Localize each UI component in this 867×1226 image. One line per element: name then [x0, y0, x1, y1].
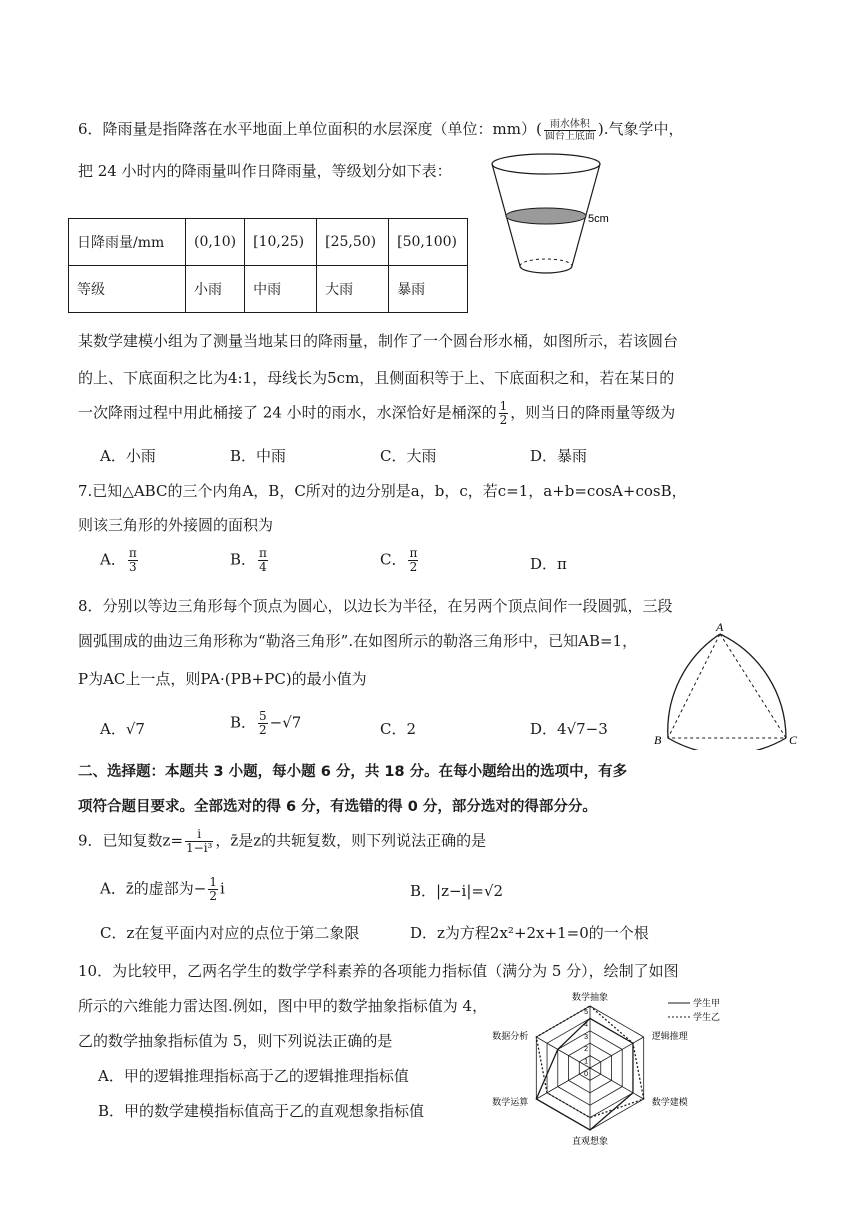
- q6-fraction: $\frac{\text{雨水体积}}{\text{圆台上底面}}$: [544, 118, 595, 142]
- q6-option-b[interactable]: B．中雨: [230, 447, 287, 465]
- radar-chart: [490, 990, 740, 1160]
- q6-line2: 把 24 小时内的降雨量叫作日降雨量，等级划分如下表：: [78, 162, 452, 180]
- option-label: B．: [230, 713, 257, 732]
- q9-stem-end: ，z̄是z的共轭复数，则下列说法正确的是: [215, 831, 487, 850]
- legend-label-jia: 学生甲: [693, 998, 721, 1008]
- q6-option-a[interactable]: A．小雨: [100, 447, 156, 465]
- option-fraction: $\frac{\pi}{2}$: [409, 546, 418, 574]
- option-label: A．: [100, 550, 126, 569]
- table-cell: [50,100): [389, 219, 468, 266]
- q7-option-d[interactable]: [530, 553, 567, 574]
- q6-line1-end: ).气象学中，: [597, 120, 684, 138]
- rain-level-table: [68, 218, 468, 313]
- q7-option-a[interactable]: [100, 547, 140, 574]
- q6-para2: 的上、下底面积之比为4:1，母线长为5cm，且侧面积等于上、下底面积之和，若在某日的: [78, 369, 675, 387]
- radar-axis-line: [590, 1068, 644, 1099]
- table-cell: (0,10): [186, 219, 245, 266]
- option-tail: −√7: [269, 713, 302, 732]
- q6-option-c[interactable]: C．大雨: [380, 447, 437, 465]
- radar-axis-line: [536, 1037, 590, 1068]
- q9-option-b[interactable]: B．|z−i|=√2: [410, 882, 504, 900]
- table-cell: 等级: [69, 266, 186, 313]
- vertex-label-b: B: [654, 733, 662, 747]
- q9-fraction: $\frac{i}{\text{1−i³}}$: [186, 827, 213, 855]
- q7-option-b[interactable]: [230, 547, 270, 574]
- q6-para1: 某数学建模小组为了测量当地某日的降雨量，制作了一个圆台形水桶，如图所示，若该圆台: [78, 332, 679, 350]
- table-cell: [25,50): [317, 219, 389, 266]
- q8-option-c[interactable]: C．2: [380, 720, 417, 738]
- q6-option-d[interactable]: D．暴雨: [530, 447, 588, 465]
- radar-tick-label: 1: [584, 1058, 588, 1066]
- option-label: D．: [530, 555, 558, 573]
- section2-heading-line2: 项符合题目要求。全部选对的得 6 分，有选错的得 0 分，部分选对的得部分分。: [78, 799, 597, 815]
- option-label: C．: [380, 550, 407, 569]
- radar-tick-label: 2: [584, 1046, 588, 1054]
- table-cell: [10,25): [245, 219, 317, 266]
- table-cell: 暴雨: [389, 266, 468, 313]
- radar-axis-line: [590, 1037, 644, 1068]
- q8-option-d[interactable]: D．4√7−3: [530, 720, 608, 738]
- option-tail: i: [219, 879, 225, 898]
- table-cell: 中雨: [245, 266, 317, 313]
- q9-option-a[interactable]: [100, 876, 225, 903]
- q7-line2: 则该三角形的外接圆的面积为: [78, 516, 274, 534]
- q8-line3: P为AC上一点，则PA·(PB+PC)的最小值为: [78, 670, 367, 688]
- radar-axis-label: 数据分析: [492, 1032, 529, 1042]
- radar-axis-label: 数学抽象: [571, 993, 609, 1003]
- q9-option-d[interactable]: D．z为方程2x²+2x+1=0的一个根: [410, 924, 649, 942]
- radar-axis-label: 逻辑推理: [651, 1032, 688, 1042]
- q10-line1: 10．为比较甲，乙两名学生的数学学科素养的各项能力指标值（满分为 5 分），绘制了如图: [78, 962, 679, 980]
- q9-stem-start: 9．已知复数z=: [78, 831, 184, 850]
- q10-option-a[interactable]: A．甲的逻辑推理指标高于乙的逻辑推理指标值: [98, 1067, 409, 1085]
- table-cell: 小雨: [186, 266, 245, 313]
- radar-tick-label: 5: [584, 1009, 588, 1016]
- table-row: [69, 266, 468, 313]
- q8-option-b[interactable]: [230, 710, 301, 737]
- q10-line2: 所示的六维能力雷达图.例如，图中甲的数学抽象指标值为 4，: [78, 997, 488, 1015]
- option-text: A．z̄的虚部为−: [100, 879, 207, 898]
- radar-tick-label: 4: [584, 1021, 588, 1029]
- radar-axis-label: 数学运算: [492, 1098, 529, 1108]
- half-fraction: $\frac{1}{2}$: [499, 399, 508, 427]
- vertex-label-c: C: [789, 733, 798, 747]
- q6-line1: [78, 118, 683, 142]
- frustum-bucket-figure: [488, 150, 618, 285]
- q9-option-c[interactable]: C．z在复平面内对应的点位于第二象限: [100, 924, 360, 942]
- q8-option-a[interactable]: A．√7: [100, 720, 145, 738]
- q6-line1-text: 6．降雨量是指降落在水平地面上单位面积的水层深度（单位：mm）(: [78, 120, 542, 138]
- vertex-label-a: A: [716, 620, 724, 634]
- slant-length-label: 5cm: [588, 213, 609, 225]
- option-label: B．: [230, 550, 257, 569]
- section2-heading-line1: 二、选择题：本题共 3 小题，每小题 6 分，共 18 分。在每小题给出的选项中，有多: [78, 764, 628, 780]
- table-cell: 大雨: [317, 266, 389, 313]
- option-value: π: [557, 555, 567, 573]
- reuleaux-triangle-figure: [648, 620, 808, 750]
- q10-line3: 乙的数学抽象指标值为 5，则下列说法正确的是: [78, 1032, 393, 1050]
- q6-para3-text: 一次降雨过程中用此桶接了 24 小时的雨水，水深恰好是桶深的: [78, 403, 497, 422]
- radar-grid: [536, 1006, 643, 1130]
- q7-option-c[interactable]: [380, 547, 420, 574]
- radar-tick-label: 0: [584, 1071, 588, 1078]
- q6-para3: [78, 400, 675, 427]
- q6-para3-end: ，则当日的降雨量等级为: [510, 403, 676, 422]
- table-cell: 日降雨量/mm: [69, 219, 186, 266]
- radar-axis-label: 数学建模: [651, 1098, 688, 1108]
- option-fraction: $\frac{\pi}{4}$: [259, 546, 267, 574]
- radar-tick-label: 3: [584, 1033, 588, 1041]
- q10-option-b[interactable]: B．甲的数学建模指标值高于乙的直观想象指标值: [98, 1102, 425, 1120]
- q9-stem: [78, 828, 486, 855]
- option-fraction: $\frac{\pi}{3}$: [128, 546, 137, 574]
- radar-axis-label: 直观想象: [571, 1137, 609, 1147]
- table-row: [69, 219, 468, 266]
- legend-label-yi: 学生乙: [693, 1012, 721, 1022]
- radar-axis-line: [536, 1068, 590, 1099]
- q8-line2: 圆弧围成的曲边三角形称为“勒洛三角形”.在如图所示的勒洛三角形中，已知AB=1，: [78, 632, 638, 650]
- q7-line1: 7.已知△ABC的三个内角A，B，C所对的边分别是a，b，c，若c=1，a+b=cosA+cosB，: [78, 482, 687, 500]
- q8-line1: 8．分别以等边三角形每个顶点为圆心，以边长为半径，在另两个顶点间作一段圆弧，三段: [78, 597, 673, 615]
- option-fraction: $\frac{5}{2}$: [259, 709, 267, 737]
- option-fraction: $\frac{1}{2}$: [209, 875, 217, 903]
